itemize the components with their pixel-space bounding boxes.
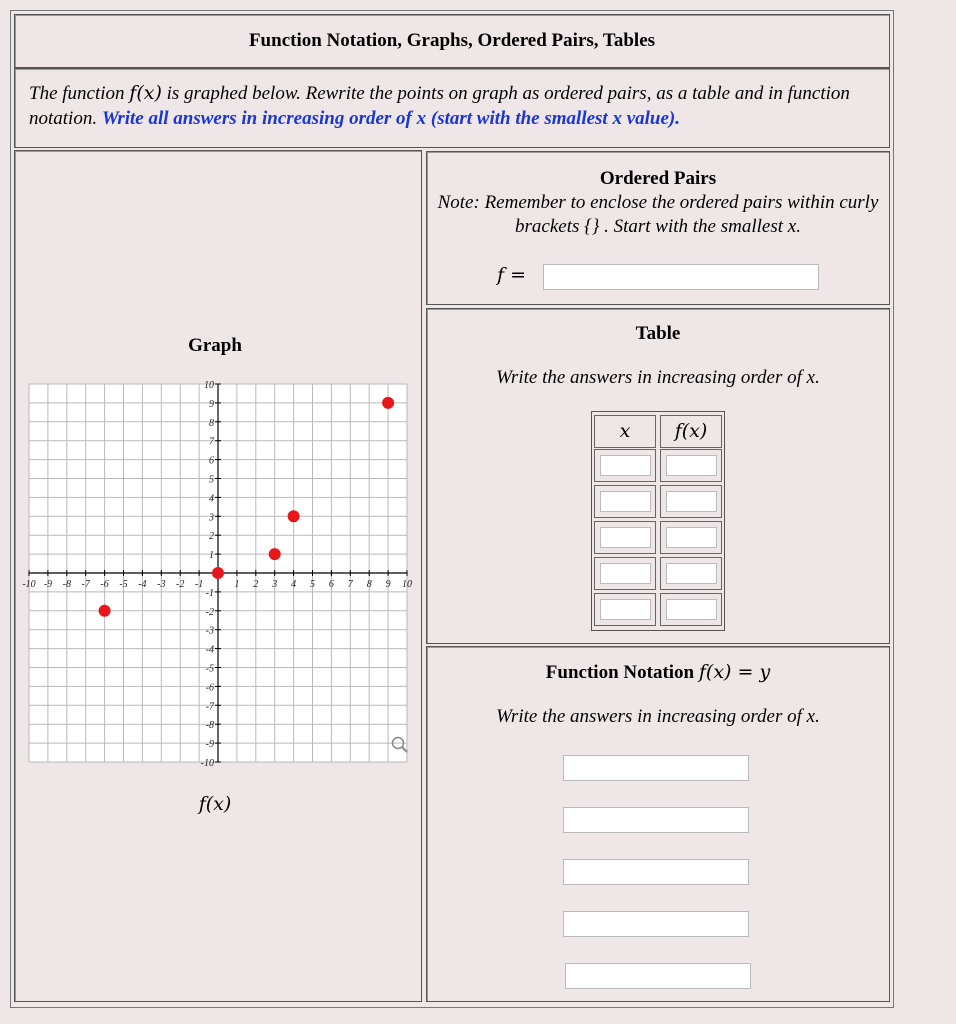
x-tick-label: 7 bbox=[347, 579, 353, 590]
x-tick-label: 9 bbox=[385, 579, 391, 590]
table-cell-x bbox=[594, 485, 656, 518]
x-tick-label: -2 bbox=[176, 579, 185, 590]
table-cell-x bbox=[594, 521, 656, 554]
x-tick-label: 10 bbox=[402, 579, 412, 590]
y-tick-label: -7 bbox=[205, 701, 214, 713]
y-tick-label: -3 bbox=[205, 625, 214, 637]
x-tick-label: 1 bbox=[234, 579, 240, 590]
x-tick-label: 8 bbox=[366, 579, 372, 590]
function-notation-input-3[interactable] bbox=[563, 859, 749, 885]
y-tick-label: 10 bbox=[204, 380, 214, 391]
function-notation-input-4[interactable] bbox=[563, 911, 749, 937]
instructions-emphasis: Write all answers in increasing order of x (start with the smallest x value). bbox=[101, 108, 680, 129]
page-title: Function Notation, Graphs, Ordered Pairs, Tables bbox=[248, 30, 656, 51]
x-tick-label: -7 bbox=[81, 579, 90, 590]
y-tick-label: -6 bbox=[205, 682, 214, 694]
y-tick-label: -8 bbox=[205, 720, 214, 732]
x-tick-label: -5 bbox=[119, 579, 128, 590]
data-point bbox=[99, 605, 111, 617]
table-cell-fx bbox=[660, 485, 722, 518]
coordinate-graph[interactable] bbox=[22, 380, 412, 769]
instructions-text bbox=[29, 81, 869, 131]
x-tick-label: -1 bbox=[194, 579, 204, 590]
table-input-x-2[interactable] bbox=[600, 491, 651, 512]
graph-title: Graph bbox=[188, 335, 242, 356]
x-tick-label: -9 bbox=[43, 579, 53, 590]
table-cell-x bbox=[594, 593, 656, 626]
graph-caption: f(x) bbox=[198, 793, 232, 815]
data-point bbox=[269, 548, 281, 560]
function-notation-title bbox=[427, 661, 889, 684]
data-point bbox=[212, 567, 224, 579]
table-header-fx: f(x) bbox=[660, 415, 722, 448]
table-cell-fx bbox=[660, 449, 722, 482]
y-tick-label: 9 bbox=[209, 398, 214, 410]
x-tick-label: -3 bbox=[157, 579, 166, 590]
function-notation-note: Write the answers in increasing order of x. bbox=[496, 706, 820, 727]
y-tick-label: -5 bbox=[205, 663, 214, 675]
x-tick-label: -6 bbox=[100, 579, 109, 590]
function-notation-panel bbox=[426, 646, 890, 1002]
y-tick-label: 3 bbox=[209, 512, 214, 524]
table-panel bbox=[426, 308, 890, 644]
function-notation-input-1[interactable] bbox=[563, 755, 749, 781]
x-tick-label: 4 bbox=[291, 579, 297, 590]
table-input-fx-2[interactable] bbox=[666, 491, 717, 512]
ordered-pairs-note: Note: Remember to enclose the ordered pairs within curly brackets {} . Start with the smallest x. bbox=[437, 192, 879, 237]
function-notation-title-text: Function Notation bbox=[545, 662, 695, 683]
table-input-x-3[interactable] bbox=[600, 527, 651, 548]
table-cell-x bbox=[594, 557, 656, 590]
data-point bbox=[382, 397, 394, 409]
y-tick-label: -10 bbox=[200, 758, 214, 769]
y-tick-label: 1 bbox=[209, 550, 214, 562]
table-input-fx-1[interactable] bbox=[666, 455, 717, 476]
table-cell-x bbox=[594, 449, 656, 482]
x-tick-label: -4 bbox=[138, 579, 147, 590]
y-tick-label: 8 bbox=[209, 417, 214, 429]
table-input-x-1[interactable] bbox=[600, 455, 651, 476]
table-input-fx-3[interactable] bbox=[666, 527, 717, 548]
y-tick-label: -2 bbox=[205, 606, 214, 618]
table-cell-fx bbox=[660, 557, 722, 590]
x-tick-label: 2 bbox=[253, 579, 259, 590]
y-tick-label: 4 bbox=[209, 493, 214, 505]
y-tick-label: 5 bbox=[209, 474, 214, 486]
instructions-text-before: The function bbox=[29, 83, 130, 104]
ordered-pairs-panel bbox=[426, 151, 890, 305]
function-notation-formula: f(x) = y bbox=[698, 661, 771, 683]
function-notation-input-5[interactable] bbox=[565, 963, 751, 989]
instructions-fx: f(x) bbox=[129, 82, 162, 104]
y-tick-label: -1 bbox=[205, 587, 214, 599]
table-input-x-5[interactable] bbox=[600, 599, 651, 620]
instructions-panel bbox=[14, 68, 890, 148]
table-note: Write the answers in increasing order of x. bbox=[496, 367, 820, 388]
instructions-text-after: is graphed below. Rewrite the points on graph as ordered pairs, as a table and in function notation. bbox=[29, 83, 850, 129]
table-cell-fx bbox=[660, 593, 722, 626]
x-tick-label: -8 bbox=[62, 579, 71, 590]
function-notation-input-2[interactable] bbox=[563, 807, 749, 833]
y-tick-label: 6 bbox=[209, 455, 214, 467]
x-tick-label: -10 bbox=[22, 579, 36, 590]
data-point bbox=[288, 510, 300, 522]
value-table bbox=[591, 411, 725, 631]
table-input-x-4[interactable] bbox=[600, 563, 651, 584]
ordered-pairs-input[interactable] bbox=[543, 264, 819, 290]
table-header-x: x bbox=[594, 415, 656, 448]
table-title: Table bbox=[635, 323, 681, 344]
table-input-fx-5[interactable] bbox=[666, 599, 717, 620]
y-tick-label: -4 bbox=[205, 644, 214, 656]
y-tick-label: -9 bbox=[205, 739, 214, 751]
y-tick-label: 2 bbox=[209, 531, 214, 543]
table-input-fx-4[interactable] bbox=[666, 563, 717, 584]
y-tick-label: 7 bbox=[209, 436, 214, 448]
table-cell-fx bbox=[660, 521, 722, 554]
x-tick-label: 3 bbox=[272, 579, 278, 590]
ordered-pairs-title: Ordered Pairs bbox=[599, 168, 717, 189]
x-tick-label: 5 bbox=[310, 579, 315, 590]
graph-panel bbox=[14, 150, 422, 1002]
header-panel bbox=[14, 14, 890, 68]
x-tick-label: 6 bbox=[328, 579, 334, 590]
f-equals-label: f = bbox=[497, 264, 526, 286]
